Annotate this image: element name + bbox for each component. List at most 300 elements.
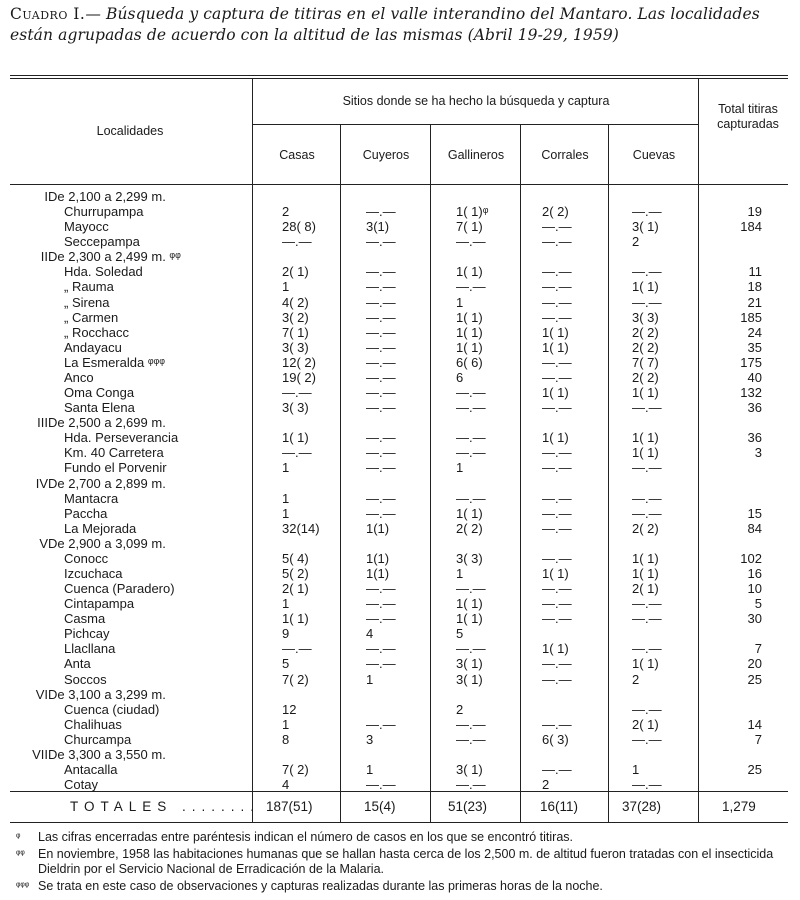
- locality-name: Mantacra: [64, 490, 119, 506]
- footnote-mark: ᵠ: [16, 832, 21, 843]
- cell-total: 14: [747, 716, 762, 732]
- cell-gallineros: 3( 3): [456, 550, 483, 566]
- group-numeral: VII: [32, 746, 48, 762]
- footnote-3: [16, 879, 788, 894]
- cell-total: 10: [747, 581, 762, 597]
- footnote-mark: ᵠᵠᵠ: [16, 881, 30, 892]
- cell-gallineros: —.—: [456, 777, 486, 793]
- table-row: [0, 732, 800, 748]
- table-row: [0, 204, 800, 220]
- cell-gallineros: —.—: [456, 279, 486, 295]
- cell-corrales: 1( 1): [542, 324, 569, 340]
- cell-cuevas: 2( 1): [632, 581, 659, 597]
- table-row: [0, 385, 800, 401]
- table-row: [0, 506, 800, 522]
- top-rule: [10, 75, 788, 76]
- altitude-group-row: [0, 536, 800, 552]
- table-row: [0, 460, 800, 476]
- cell-cuevas: —.—: [632, 294, 662, 310]
- cell-total: 24: [747, 324, 762, 340]
- cell-cuevas: —.—: [632, 701, 662, 717]
- cell-total: 18: [747, 279, 762, 295]
- cell-cuevas: 3( 1): [632, 219, 659, 235]
- locality-name: Cuenca (ciudad): [64, 701, 160, 717]
- cell-casas: 1( 1): [282, 430, 309, 446]
- cell-total: 25: [747, 671, 762, 687]
- cell-gallineros: 1( 1): [456, 324, 483, 340]
- table-row: [0, 521, 800, 537]
- locality-name: Km. 40 Carretera: [64, 445, 164, 461]
- cell-cuyeros: —.—: [366, 339, 396, 355]
- cell-casas: 3( 3): [282, 400, 309, 416]
- cell-casas: 1: [282, 490, 290, 506]
- cell-cuevas: 2( 2): [632, 339, 659, 355]
- footnote-text: Se trata en este caso de observaciones y capturas realizadas durante las primeras horas de la noche.: [38, 879, 603, 893]
- totals-cuevas: 37(28): [622, 799, 662, 814]
- cell-gallineros: 2( 2): [456, 520, 483, 536]
- locality-name: La Mejorada: [64, 520, 137, 536]
- cell-gallineros: 1: [456, 294, 464, 310]
- cell-cuyeros: —.—: [366, 505, 396, 521]
- cell-gallineros: —.—: [456, 400, 486, 416]
- cell-casas: 1: [282, 716, 290, 732]
- cell-corrales: —.—: [542, 264, 572, 280]
- cell-gallineros: —.—: [456, 641, 486, 657]
- cell-total: 175: [740, 354, 762, 370]
- cell-corrales: —.—: [542, 400, 572, 416]
- cell-cuevas: —.—: [632, 777, 662, 793]
- totals-row: [0, 797, 800, 817]
- cell-casas: 7( 2): [282, 671, 309, 687]
- cell-casas: —.—: [282, 234, 312, 250]
- cell-gallineros: 1: [456, 460, 464, 476]
- cell-casas: 2( 1): [282, 264, 309, 280]
- cell-gallineros: 1( 1): [456, 611, 483, 627]
- totals-bottom-rule: [10, 822, 788, 823]
- cell-corrales: —.—: [542, 294, 572, 310]
- cell-corrales: —.—: [542, 656, 572, 672]
- table-row: [0, 626, 800, 642]
- cell-casas: 12( 2): [282, 354, 316, 370]
- locality-name: Hda. Perseverancia: [64, 430, 179, 446]
- cell-corrales: —.—: [542, 279, 572, 295]
- cell-corrales: 1( 1): [542, 566, 569, 581]
- cell-casas: 32(14): [282, 520, 320, 536]
- cell-gallineros: 1( 1): [456, 596, 483, 612]
- cell-gallineros: 1( 1): [456, 264, 483, 280]
- locality-name: Fundo el Porvenir: [64, 460, 167, 476]
- header-casas: Casas: [279, 148, 315, 162]
- cell-corrales: —.—: [542, 354, 572, 370]
- cell-cuevas: 1( 1): [632, 566, 659, 581]
- table-row: [0, 219, 800, 235]
- header-cuyeros: Cuyeros: [362, 148, 410, 162]
- locality-name: De 2,900 a 3,099 m.: [48, 535, 166, 551]
- locality-name: Santa Elena: [64, 400, 135, 416]
- header-gallineros: Gallineros: [447, 148, 505, 162]
- locality-name: Casma: [64, 611, 106, 627]
- cell-gallineros: 1( 1): [456, 339, 483, 355]
- cell-total: 7: [754, 641, 762, 657]
- cell-total: 84: [747, 520, 762, 536]
- table-row: [0, 762, 800, 778]
- cell-casas: 7( 2): [282, 762, 309, 778]
- cell-total: 3: [754, 445, 762, 461]
- cell-cuyeros: —.—: [366, 490, 396, 506]
- cell-cuyeros: —.—: [366, 385, 396, 401]
- totals-casas: 187(51): [266, 799, 313, 814]
- cell-cuevas: —.—: [632, 400, 662, 416]
- header-cuevas: Cuevas: [632, 148, 676, 162]
- cell-cuyeros: —.—: [366, 430, 396, 446]
- cell-gallineros: 1( 1): [456, 309, 483, 325]
- cell-corrales: —.—: [542, 716, 572, 732]
- cell-cuyeros: —.—: [366, 400, 396, 416]
- cell-cuevas: —.—: [632, 731, 662, 747]
- table-row: [0, 355, 800, 371]
- cell-total: 40: [747, 369, 762, 385]
- header-localidades: Localidades: [96, 124, 164, 138]
- cell-casas: 5( 4): [282, 550, 309, 566]
- totals-label: TOTALES ........: [70, 799, 261, 814]
- table-row: [0, 340, 800, 356]
- header-sitios: Sitios donde se ha hecho la búsqueda y captura: [342, 94, 610, 108]
- cell-cuyeros: —.—: [366, 279, 396, 295]
- table-row: [0, 717, 800, 733]
- locality-name: Llacllana: [64, 641, 116, 657]
- altitude-group-row: [0, 189, 800, 205]
- locality-name: De 3,300 a 3,550 m.: [48, 746, 166, 762]
- locality-name: Seccepampa: [64, 234, 140, 250]
- locality-name: Soccos: [64, 671, 107, 687]
- group-numeral: VI: [35, 686, 48, 702]
- cell-corrales: 1( 1): [542, 385, 569, 401]
- table-row: [0, 641, 800, 657]
- cell-total: 21: [747, 294, 762, 310]
- cell-total: 35: [747, 339, 762, 355]
- altitude-group-row: [0, 476, 800, 492]
- table-row: [0, 491, 800, 507]
- locality-name: Chalihuas: [64, 716, 122, 732]
- cell-cuevas: 2( 2): [632, 369, 659, 385]
- cell-cuevas: 2( 2): [632, 324, 659, 340]
- table-row: [0, 566, 800, 582]
- cell-casas: 4( 2): [282, 294, 309, 310]
- cell-cuyeros: —.—: [366, 234, 396, 250]
- cell-gallineros: —.—: [456, 234, 486, 250]
- locality-name: Cotay: [64, 777, 98, 793]
- cell-cuyeros: —.—: [366, 309, 396, 325]
- cell-casas: —.—: [282, 385, 312, 401]
- table-caption: [10, 4, 790, 46]
- cell-corrales: —.—: [542, 460, 572, 476]
- locality-name: Oma Conga: [64, 385, 135, 401]
- cell-corrales: 1( 1): [542, 339, 569, 355]
- group-numeral: II: [40, 249, 48, 265]
- cell-cuevas: —.—: [632, 641, 662, 657]
- locality-name: De 2,300 a 2,499 m. ᵠᵠ: [48, 249, 181, 265]
- totals-total: 1,279: [722, 799, 756, 814]
- cell-cuyeros: 1: [366, 762, 374, 778]
- cell-corrales: 1( 1): [542, 641, 569, 657]
- cell-gallineros: 1( 1)ᵠ: [456, 204, 489, 220]
- group-numeral: III: [37, 415, 48, 431]
- cell-cuyeros: —.—: [366, 581, 396, 597]
- cell-corrales: —.—: [542, 490, 572, 506]
- locality-name: Paccha: [64, 505, 108, 521]
- cell-gallineros: 3( 1): [456, 671, 483, 687]
- cell-gallineros: 6: [456, 369, 464, 385]
- cell-gallineros: 1( 1): [456, 505, 483, 521]
- cell-total: 7: [754, 731, 762, 747]
- totals-gallineros: 51(23): [448, 799, 488, 814]
- locality-name: „ Rauma: [64, 279, 114, 295]
- cell-total: 11: [748, 264, 762, 280]
- cell-gallineros: —.—: [456, 445, 486, 461]
- cell-cuyeros: —.—: [366, 460, 396, 476]
- locality-name: Mayocc: [64, 219, 109, 235]
- altitude-group-row: [0, 747, 800, 763]
- cell-casas: 28( 8): [282, 219, 316, 235]
- locality-name: Hda. Soledad: [64, 264, 143, 280]
- cell-corrales: —.—: [542, 762, 572, 778]
- cell-total: 15: [747, 505, 762, 521]
- table-row: [0, 596, 800, 612]
- cell-casas: 3( 2): [282, 309, 309, 325]
- cell-total: 30: [747, 611, 762, 627]
- table-row: [0, 400, 800, 416]
- group-numeral: I: [44, 189, 48, 204]
- cell-total: 36: [747, 400, 762, 416]
- cell-cuevas: 1( 1): [632, 430, 659, 446]
- footnote-text: Las cifras encerradas entre paréntesis indican el número de casos en los que se encontró titiras.: [38, 830, 574, 844]
- cell-corrales: 2: [542, 777, 550, 793]
- cell-corrales: —.—: [542, 596, 572, 612]
- header-total: Total titiras capturadas: [717, 102, 779, 131]
- cell-corrales: —.—: [542, 309, 572, 325]
- cell-cuevas: —.—: [632, 490, 662, 506]
- cell-cuevas: 1( 1): [632, 279, 659, 295]
- cell-casas: 4: [282, 777, 290, 793]
- table-row: [0, 611, 800, 627]
- cell-cuyeros: —.—: [366, 324, 396, 340]
- top-rule-double: [10, 78, 788, 79]
- table-row: [0, 656, 800, 672]
- cell-cuevas: 2: [632, 671, 640, 687]
- cell-corrales: —.—: [542, 505, 572, 521]
- totals-cuyeros: 15(4): [364, 799, 396, 814]
- cell-cuyeros: 4: [366, 626, 374, 642]
- cell-cuevas: 2: [632, 234, 640, 250]
- cell-cuevas: 2( 1): [632, 716, 659, 732]
- cell-cuyeros: —.—: [366, 596, 396, 612]
- cell-corrales: —.—: [542, 671, 572, 687]
- cell-cuevas: —.—: [632, 204, 662, 220]
- locality-name: „ Sirena: [64, 294, 110, 310]
- cell-total: 16: [747, 566, 762, 581]
- cell-casas: 19( 2): [282, 369, 316, 385]
- cell-total: 102: [740, 550, 762, 566]
- footnote-2: [16, 847, 788, 877]
- cell-total: 25: [747, 762, 762, 778]
- totals-corrales: 16(11): [540, 799, 579, 814]
- group-numeral: IV: [35, 475, 48, 491]
- cell-casas: 3( 3): [282, 339, 309, 355]
- cell-cuyeros: —.—: [366, 777, 396, 793]
- cell-cuevas: 1: [632, 762, 640, 778]
- sitios-subrule: [252, 124, 698, 125]
- cell-total: 5: [754, 596, 762, 612]
- table-row: [0, 672, 800, 688]
- cell-corrales: —.—: [542, 550, 572, 566]
- cell-casas: 5( 2): [282, 566, 309, 581]
- locality-name: Churcampa: [64, 731, 132, 747]
- cell-cuevas: 2( 2): [632, 520, 659, 536]
- table-row: [0, 264, 800, 280]
- cell-gallineros: 6( 6): [456, 354, 483, 370]
- cell-corrales: 6( 3): [542, 731, 569, 747]
- cell-cuyeros: —.—: [366, 611, 396, 627]
- cell-casas: 12: [282, 701, 297, 717]
- cell-cuevas: 1( 1): [632, 385, 659, 401]
- cell-cuyeros: —.—: [366, 294, 396, 310]
- cell-casas: —.—: [282, 641, 312, 657]
- cell-gallineros: 3( 1): [456, 762, 483, 778]
- cell-casas: 9: [282, 626, 290, 642]
- locality-name: Antacalla: [64, 762, 118, 778]
- cell-casas: 1: [282, 279, 290, 295]
- table-row: [0, 234, 800, 250]
- cell-gallineros: —.—: [456, 716, 486, 732]
- locality-name: Conocc: [64, 550, 109, 566]
- cell-cuyeros: 1: [366, 671, 374, 687]
- cell-total: 184: [740, 219, 762, 235]
- cell-gallineros: 1: [456, 566, 464, 581]
- cell-corrales: —.—: [542, 445, 572, 461]
- cell-casas: 1: [282, 505, 290, 521]
- cell-cuevas: —.—: [632, 460, 662, 476]
- cell-gallineros: 5: [456, 626, 464, 642]
- cell-gallineros: 7( 1): [456, 219, 483, 235]
- table-row: [0, 430, 800, 446]
- cell-cuyeros: —.—: [366, 354, 396, 370]
- altitude-group-row: [0, 249, 800, 265]
- cell-gallineros: —.—: [456, 731, 486, 747]
- altitude-group-row: [0, 687, 800, 703]
- cell-total: 36: [747, 430, 762, 446]
- locality-name: De 2,500 a 2,699 m.: [48, 415, 166, 431]
- cell-corrales: —.—: [542, 234, 572, 250]
- cell-corrales: —.—: [542, 611, 572, 627]
- cell-gallineros: —.—: [456, 581, 486, 597]
- cell-gallineros: 3( 1): [456, 656, 483, 672]
- cell-casas: 1: [282, 596, 290, 612]
- cell-cuyeros: —.—: [366, 369, 396, 385]
- cell-cuyeros: —.—: [366, 204, 396, 220]
- cell-cuevas: —.—: [632, 611, 662, 627]
- table-row: [0, 279, 800, 295]
- cell-gallineros: —.—: [456, 430, 486, 446]
- cell-cuyeros: —.—: [366, 656, 396, 672]
- locality-name: La Esmeralda ᵠᵠᵠ: [64, 354, 165, 370]
- locality-name: Anco: [64, 369, 94, 385]
- footnote-1: [16, 830, 788, 845]
- table-row: [0, 310, 800, 326]
- cell-corrales: —.—: [542, 520, 572, 536]
- table-row: [0, 370, 800, 386]
- table-row: [0, 581, 800, 597]
- cell-casas: 2( 1): [282, 581, 309, 597]
- table-row: [0, 551, 800, 567]
- altitude-group-row: [0, 415, 800, 431]
- cell-cuyeros: —.—: [366, 264, 396, 280]
- cell-gallineros: —.—: [456, 490, 486, 506]
- cell-casas: 8: [282, 731, 290, 747]
- cell-corrales: 1( 1): [542, 430, 569, 446]
- locality-name: Cintapampa: [64, 596, 135, 612]
- cell-corrales: —.—: [542, 219, 572, 235]
- locality-name: Andayacu: [64, 339, 122, 355]
- table-row: [0, 325, 800, 341]
- cell-casas: —.—: [282, 445, 312, 461]
- header-corrales: Corrales: [541, 148, 589, 162]
- cell-corrales: —.—: [542, 581, 572, 597]
- footnote-text: En noviembre, 1958 las habitaciones humanas que se hallan hasta cerca de los 2,500 m. de altitud fueron tratadas con el insecticida Dieldrin por el Servicio Nacional de Erradicación de la Malaria.: [38, 847, 774, 876]
- table-row: [0, 295, 800, 311]
- locality-name: Izcuchaca: [64, 566, 123, 581]
- locality-name: Churrupampa: [64, 204, 144, 220]
- cell-cuevas: 1( 1): [632, 656, 659, 672]
- cell-total: 132: [740, 385, 762, 401]
- cell-corrales: 2( 2): [542, 204, 569, 220]
- header-rule: [10, 184, 788, 185]
- locality-name: De 3,100 a 3,299 m.: [48, 686, 166, 702]
- locality-name: Anta: [64, 656, 91, 672]
- cell-casas: 2: [282, 204, 290, 220]
- cell-gallineros: 2: [456, 701, 464, 717]
- cell-total: 19: [747, 204, 762, 220]
- caption-label: Cuadro I.: [10, 5, 86, 23]
- cell-cuyeros: 1(1): [366, 520, 390, 536]
- locality-name: De 2,700 a 2,899 m.: [48, 475, 166, 491]
- cell-cuyeros: —.—: [366, 716, 396, 732]
- locality-name: De 2,100 a 2,299 m.: [48, 189, 166, 204]
- cell-total: 20: [747, 656, 762, 672]
- caption-text: — Búsqueda y captura de titiras en el valle interandino del Mantaro. Las localidades están agrupadas de acuerdo con la altitud de las mismas (Abril 19-29, 1959): [10, 5, 760, 44]
- cell-casas: 5: [282, 656, 290, 672]
- cell-total: 185: [740, 309, 762, 325]
- cell-cuevas: 7( 7): [632, 354, 659, 370]
- locality-name: „ Rocchacc: [64, 324, 130, 340]
- cell-cuyeros: 1(1): [366, 550, 390, 566]
- table-row: [0, 702, 800, 718]
- cell-cuyeros: —.—: [366, 445, 396, 461]
- group-numeral: V: [39, 535, 48, 551]
- cell-corrales: —.—: [542, 369, 572, 385]
- locality-name: Cuenca (Paradero): [64, 581, 175, 597]
- cell-cuevas: —.—: [632, 264, 662, 280]
- cell-cuevas: —.—: [632, 505, 662, 521]
- cell-cuevas: 1( 1): [632, 550, 659, 566]
- cell-cuyeros: 3: [366, 731, 374, 747]
- cell-cuevas: —.—: [632, 596, 662, 612]
- table-row: [0, 445, 800, 461]
- cell-cuevas: 1( 1): [632, 445, 659, 461]
- cell-cuyeros: 1(1): [366, 566, 390, 581]
- cell-casas: 7( 1): [282, 324, 309, 340]
- locality-name: Pichcay: [64, 626, 110, 642]
- cell-gallineros: —.—: [456, 385, 486, 401]
